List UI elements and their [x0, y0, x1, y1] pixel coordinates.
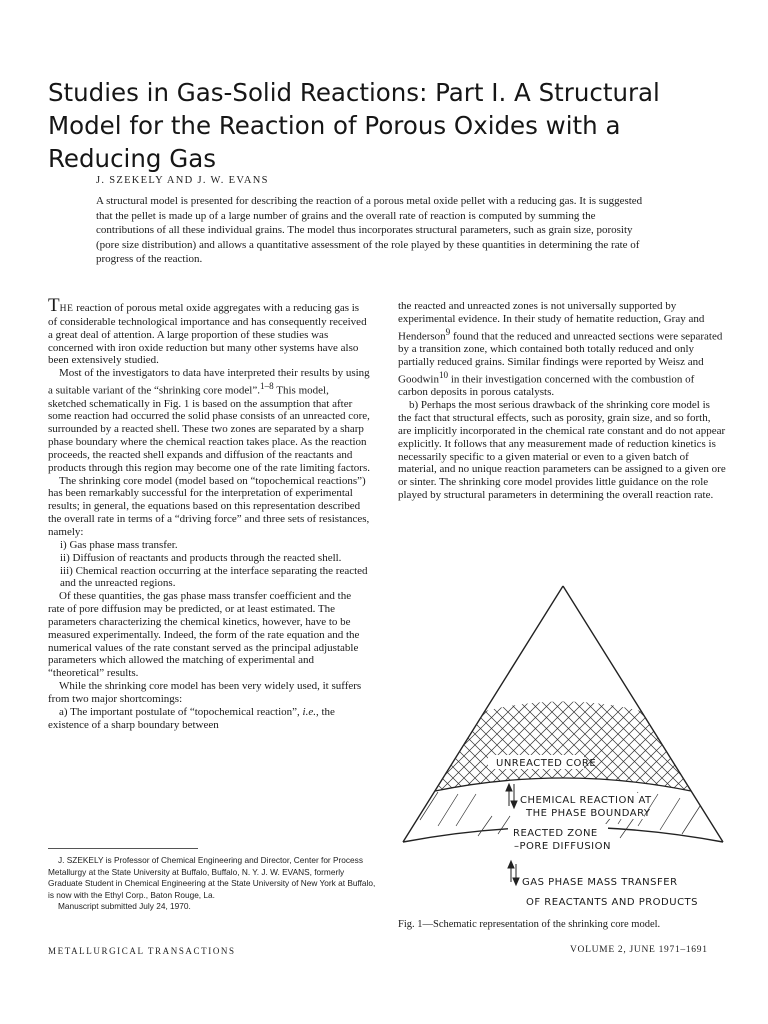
reference-superscript: 10: [438, 369, 449, 380]
figure-shrinking-core: [398, 580, 728, 920]
paragraph-intro: [48, 295, 370, 367]
figure-caption: Fig. 1—Schematic representation of the shrinking core model.: [398, 919, 661, 930]
paragraph-text: a) The important postulate of “topochemical reaction”,: [59, 705, 303, 718]
paragraph-text: the reacted and unreacted zones is not universally supported by experimental evidence. In their study of hematite reduction, Gray and Henderson: [398, 300, 705, 343]
paragraph-text: in their investigation concerned with the combustion of carbon deposits in porous catalysts.: [398, 373, 695, 399]
small-caps-lead: HE: [59, 304, 74, 314]
footnotes: [48, 855, 378, 913]
author-footnote: J. SZEKELY is Professor of Chemical Engineering and Director, Center for Process Metallurgy at the State University at Buffalo, Buffalo, N. Y. J. W. EVANS, formerly Graduate Student in Chemical Engineering at the State University of New York at Buffalo, is now with the Ethyl Corp., Baton Rouge, La.: [48, 855, 376, 900]
paragraph-continued: [398, 300, 726, 399]
right-column: [398, 300, 726, 502]
drop-cap: T: [48, 295, 60, 316]
paragraph-shrinking-core: The shrinking core model (model based on “topochemical reactions”) has been remarkably successful for the interpretation of experimental results; in general, the equations based on this representation described the overall rate in terms of a “driving force” and three sets of resistances, namely:: [48, 474, 370, 538]
abstract: A structural model is presented for describing the reaction of a porous metal oxide pellet with a reducing gas. It is suggested that the pellet is made up of a large number of grains and the overall rate of reaction is computed by summing the contributions of all these individual grains. The model thus incorporates structural parameters, such as grain size, porosity (pore size distribution) and allows a quantitative assessment of the role played by these quantities in determining the rate of progress of the reaction.: [96, 195, 643, 266]
gas-transfer-arrows: [508, 861, 519, 885]
label-chemical-reaction: CHEMICAL REACTION AT: [520, 795, 652, 806]
reaction-arrows: [506, 784, 517, 808]
paragraph-text: found that the reduced and unreacted sections were separated by a transition zone, which contained both totally reduced and only partially reduced grains. Similar findings were reported by Weisz and Goodwin: [398, 330, 723, 386]
reference-superscript: 1–8: [259, 381, 274, 392]
paragraph-text: , the existence of a sharp boundary between: [48, 705, 335, 731]
paragraph-quantities: Of these quantities, the gas phase mass transfer coefficient and the rate of pore diffusion may be predicted, or at least estimated. The parameters characterizing the chemical kinetics, however, have to be measured experimentally. Indeed, the form of the rate equation and the numerical values of the rate constant served as the principal adjustable parameters which allowed the matching of experimental and “theoretical” results.: [48, 590, 360, 680]
label-reactants-products: OF REACTANTS AND PRODUCTS: [526, 897, 699, 908]
volume-page: VOLUME 2, JUNE 1971–1691: [570, 945, 708, 955]
manuscript-date: Manuscript submitted July 24, 1970.: [58, 901, 191, 912]
label-phase-boundary: THE PHASE BOUNDARY: [526, 808, 651, 819]
reference-superscript: 9: [445, 326, 451, 337]
journal-name: METALLURGICAL TRANSACTIONS: [48, 946, 236, 956]
footnote-rule: [48, 848, 198, 849]
italic-ie: i.e.: [302, 705, 316, 718]
list-item: i) Gas phase mass transfer.: [60, 538, 178, 551]
paragraph-investigators: [48, 367, 370, 474]
paragraph-text: reaction of porous metal oxide aggregates with a reducing gas is of considerable technological importance and has consequently received a great deal of attention. A large proportion of these studies was concerned with iron oxide reduction but many other systems have also been extensively studied.: [48, 302, 367, 367]
paragraph-text: This model, sketched schematically in Fig. 1 is based on the assumption that after some reaction had occurred the solid phase consists of an unreacted core, surrounded by a reacted shell. These two zones are separated by a sharp phase boundary where the chemical reaction takes place. As the reaction proceeds, the reacted shell expands and diffusion of the reactants and products through this region may become one of the rate limiting factors.: [48, 384, 370, 474]
paragraph-text: Most of the investigators to data have interpreted their results by using a suitable variant of the “shrinking core model”.: [48, 367, 370, 397]
label-pore-diffusion: –PORE DIFFUSION: [514, 841, 611, 852]
left-column: [48, 295, 370, 732]
list-item: ii) Diffusion of reactants and products through the reacted shell.: [60, 551, 342, 564]
label-reacted-zone: REACTED ZONE: [513, 828, 598, 839]
paper-authors: J. SZEKELY AND J. W. EVANS: [96, 175, 269, 186]
paragraph-shortcomings: While the shrinking core model has been very widely used, it suffers from two major shortcomings:: [48, 680, 362, 705]
figure-diagram: [398, 580, 728, 920]
label-gas-phase: GAS PHASE MASS TRANSFER: [522, 877, 678, 888]
paragraph-drawback: b) Perhaps the most serious drawback of the shrinking core model is the fact that structural effects, such as porosity, grain size, and so forth, are implicitly incorporated in the chemical rate constant and do not appear explicitly. It follows that any measurement made of reduction kinetics is necessarily specific to a given material or even to a given batch of material, and no unique reaction parameters can be assigned to a given ore or sinter. The shrinking core model provides little guidance on the role played by structural parameters in determining the overall reaction rate.: [398, 399, 726, 502]
paragraph-postulate: [48, 706, 370, 732]
paper-title: Studies in Gas-Solid Reactions: Part I. A Structural Model for the Reaction of Porous Oxides with a Reducing Gas: [48, 78, 660, 174]
label-unreacted-core: UNREACTED CORE: [496, 758, 597, 769]
list-item: iii) Chemical reaction occurring at the interface separating the reacted and the unreacted regions.: [60, 564, 368, 590]
